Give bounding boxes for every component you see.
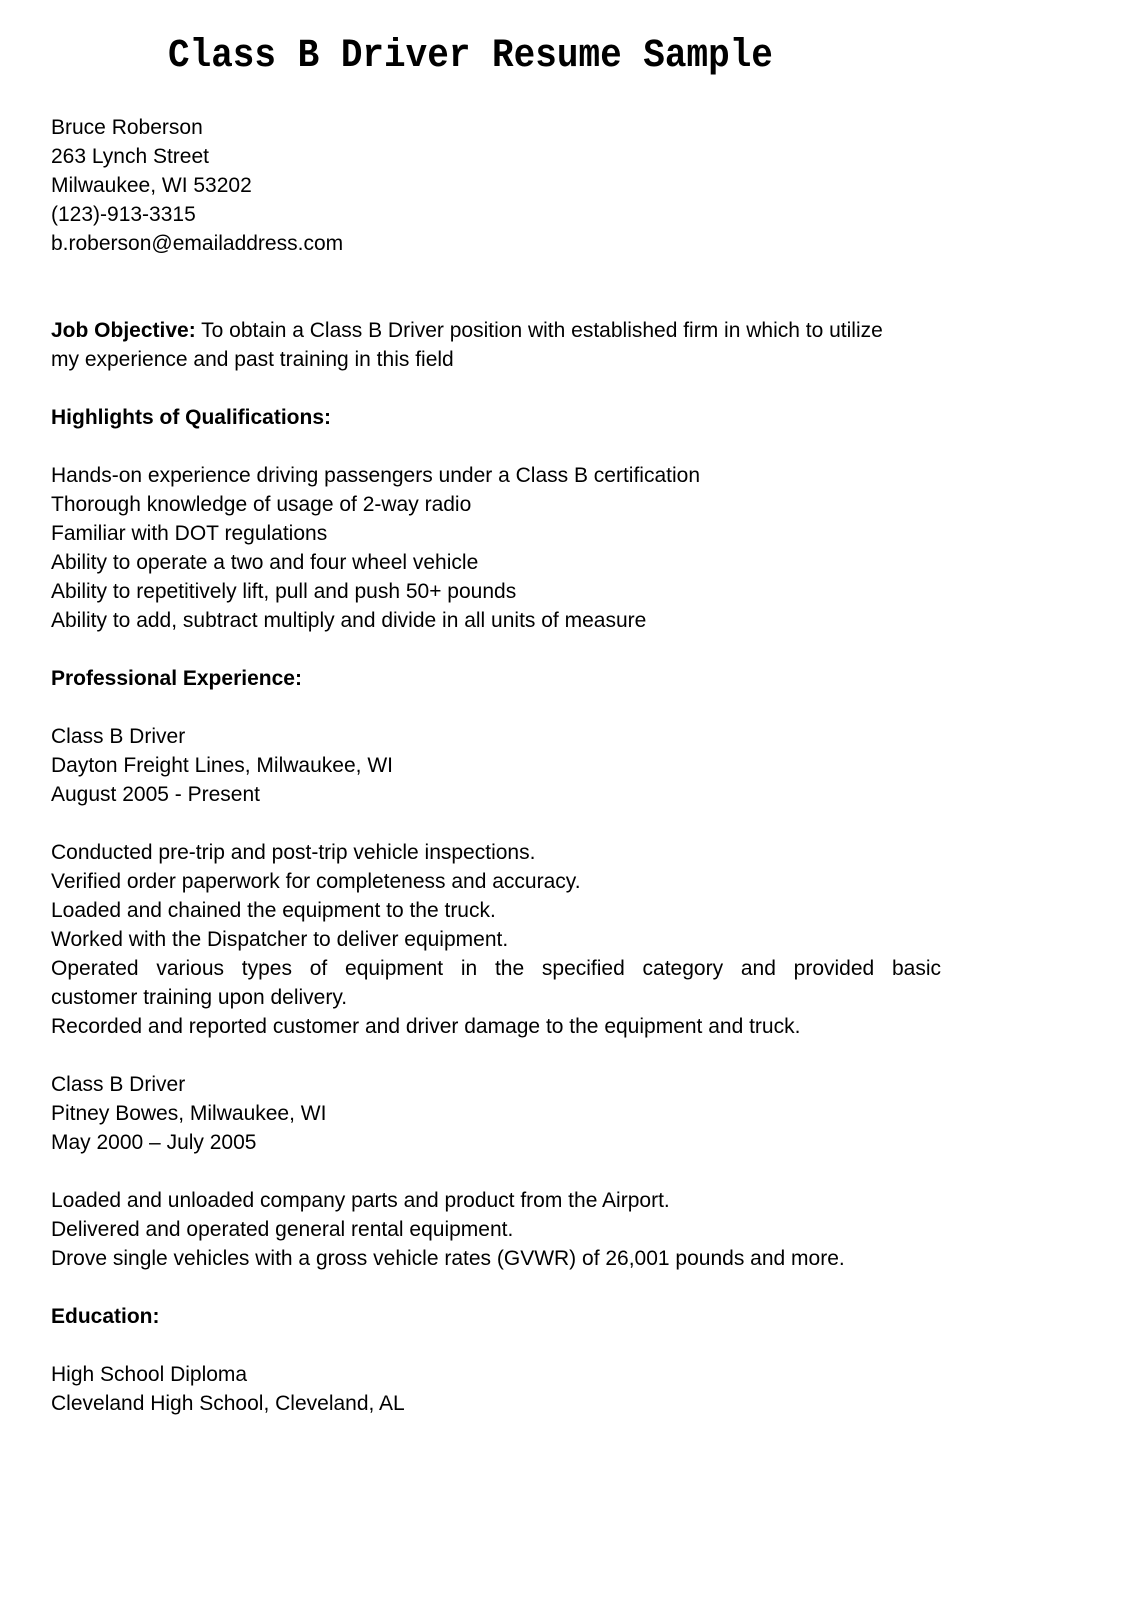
list-item: Ability to repetitively lift, pull and push 50+ pounds [51,580,517,603]
resume-body [51,113,941,1418]
list-item: Thorough knowledge of usage of 2-way radio [51,493,472,516]
spacer [51,635,941,664]
spacer [51,258,941,316]
list-item: Familiar with DOT regulations [51,522,328,545]
spacer [51,693,941,722]
job-duty: Recorded and reported customer and driver damage to the equipment and truck. [51,1015,801,1038]
job-duty: Delivered and operated general rental equipment. [51,1218,514,1241]
job-duty: Operated various types of equipment in the specified category and provided basic [51,957,941,980]
objective-label: Job Objective: [51,319,196,342]
spacer [51,1331,941,1360]
job-duty: Worked with the Dispatcher to deliver equipment. [51,928,509,951]
objective-section [51,316,941,374]
job-duty: Loaded and unloaded company parts and product from the Airport. [51,1189,670,1212]
list-item: Ability to operate a two and four wheel vehicle [51,551,479,574]
job-entry [51,722,941,1041]
qualifications-heading: Highlights of Qualifications: [51,406,331,429]
job-duty: customer training upon delivery. [51,986,348,1009]
job-duty: Conducted pre-trip and post-trip vehicle inspections. [51,841,536,864]
qualifications-list [51,461,941,635]
spacer [51,809,941,838]
contact-block [51,113,941,258]
job-dates: May 2000 – July 2005 [51,1131,257,1154]
job-duty: Loaded and chained the equipment to the truck. [51,899,496,922]
education-entry [51,1360,941,1418]
experience-heading: Professional Experience: [51,667,302,690]
job-dates: August 2005 - Present [51,783,260,806]
page-title: Class B Driver Resume Sample [168,34,773,79]
education-heading: Education: [51,1305,160,1328]
job-company: Dayton Freight Lines, Milwaukee, WI [51,754,393,777]
job-duty: Verified order paperwork for completeness and accuracy. [51,870,581,893]
contact-city: Milwaukee, WI 53202 [51,174,252,197]
list-item: Hands-on experience driving passengers under a Class B certification [51,464,701,487]
contact-name: Bruce Roberson [51,116,203,139]
job-entry [51,1070,941,1273]
objective-text-1: To obtain a Class B Driver position with established firm in which to utilize [195,319,883,342]
spacer [51,1157,941,1186]
job-title: Class B Driver [51,725,186,748]
objective-line-1 [51,316,941,345]
education-school: Cleveland High School, Cleveland, AL [51,1392,405,1415]
job-duty: Drove single vehicles with a gross vehicle rates (GVWR) of 26,001 pounds and more. [51,1247,845,1270]
spacer [51,1273,941,1302]
spacer [51,374,941,403]
list-item: Ability to add, subtract multiply and divide in all units of measure [51,609,647,632]
contact-email: b.roberson@emailaddress.com [51,232,344,255]
spacer [51,432,941,461]
spacer [51,1041,941,1070]
job-company: Pitney Bowes, Milwaukee, WI [51,1102,327,1125]
contact-street: 263 Lynch Street [51,145,209,168]
objective-text-2: my experience and past training in this field [51,348,454,371]
education-degree: High School Diploma [51,1363,248,1386]
contact-phone: (123)-913-3315 [51,203,196,226]
job-title: Class B Driver [51,1073,186,1096]
